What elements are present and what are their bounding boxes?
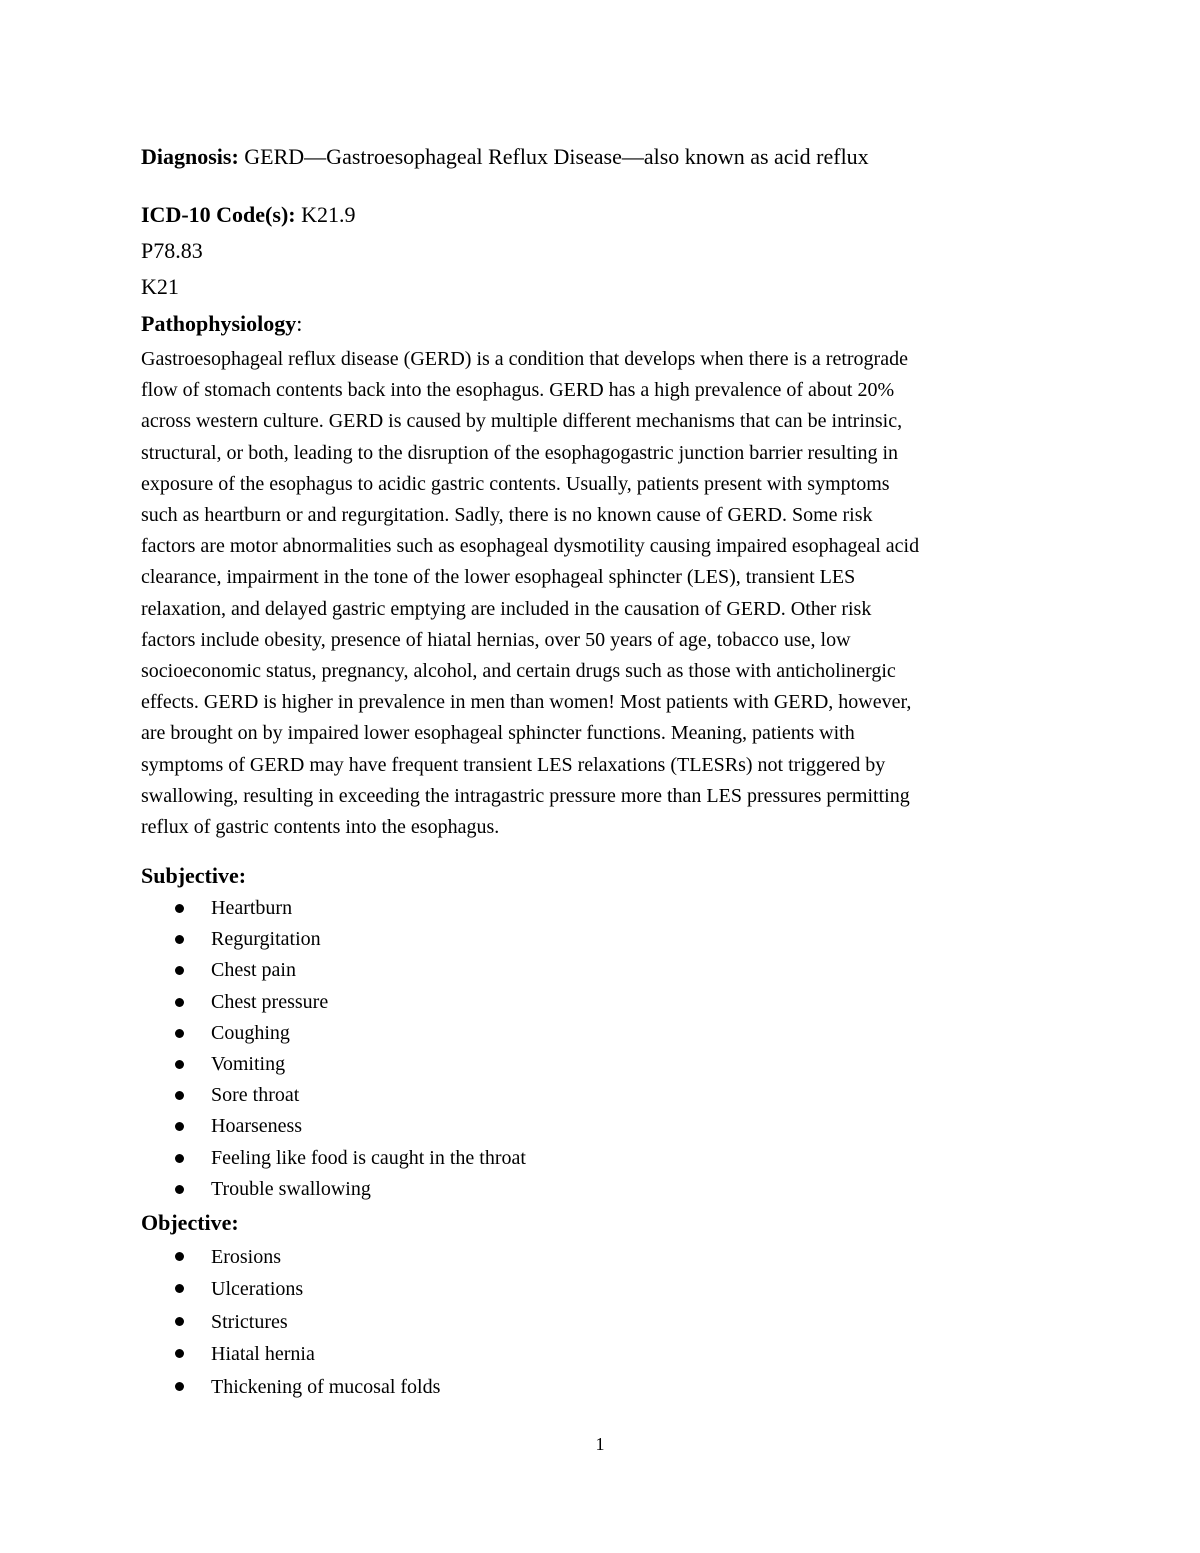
bullet-icon <box>175 1284 184 1293</box>
list-item <box>141 1174 526 1205</box>
bullet-icon <box>175 966 184 975</box>
list-item-text: Hoarseness <box>211 1115 303 1138</box>
paragraph-line: exposure of the esophagus to acidic gastric contents. Usually, patients present with symptoms <box>141 472 890 495</box>
bullet-icon <box>175 1122 184 1131</box>
bullet-icon <box>175 1382 184 1391</box>
list-item-text: Hiatal hernia <box>211 1343 315 1366</box>
list-item <box>141 1241 440 1273</box>
bullet-icon <box>175 1252 184 1261</box>
list-item <box>141 987 526 1018</box>
icd-code-primary: K21.9 <box>295 202 356 227</box>
bullet-icon <box>175 1029 184 1038</box>
list-item <box>141 1273 440 1305</box>
list-item <box>141 1143 526 1174</box>
list-item-text: Vomiting <box>211 1052 286 1075</box>
pathophysiology-paragraph <box>141 344 1081 843</box>
paragraph-line: such as heartburn or and regurgitation. Sadly, there is no known cause of GERD. Some risk <box>141 504 873 527</box>
icd-code-tertiary: K21 <box>141 274 179 299</box>
list-item <box>141 1049 526 1080</box>
bullet-icon <box>175 1317 184 1326</box>
diagnosis-value: GERD—Gastroesophageal Reflux Disease—also known as acid reflux <box>238 144 869 169</box>
list-item-text: Feeling like food is caught in the throat <box>211 1146 526 1169</box>
list-item-text: Sore throat <box>211 1084 300 1107</box>
diagnosis-line <box>141 144 869 170</box>
paragraph-line: symptoms of GERD may have frequent transient LES relaxations (TLESRs) not triggered by <box>141 753 886 776</box>
list-item <box>141 924 526 955</box>
diagnosis-label: Diagnosis: <box>141 144 239 169</box>
paragraph-line: factors are motor abnormalities such as esophageal dysmotility causing impaired esophageal acid <box>141 535 920 558</box>
paragraph-line: are brought on by impaired lower esophageal sphincter functions. Meaning, patients with <box>141 722 855 745</box>
list-item-text: Erosions <box>211 1246 281 1268</box>
paragraph-line: swallowing, resulting in exceeding the intragastric pressure more than LES pressures permitting <box>141 784 910 807</box>
icd-code-secondary: P78.83 <box>141 238 203 263</box>
paragraph-line: Gastroesophageal reflux disease (GERD) is a condition that develops when there is a retrograde <box>141 348 908 370</box>
list-item-text: Heartburn <box>211 897 293 919</box>
pathophysiology-heading <box>141 311 302 337</box>
page-number: 1 <box>595 1434 605 1454</box>
paragraph-line: reflux of gastric contents into the esophagus. <box>141 816 500 839</box>
bullet-icon <box>175 1349 184 1358</box>
paragraph-line: effects. GERD is higher in prevalence in men than women! Most patients with GERD, however, <box>141 691 912 714</box>
paragraph-line: factors include obesity, presence of hiatal hernias, over 50 years of age, tobacco use, low <box>141 628 851 651</box>
paragraph-line: across western culture. GERD is caused by multiple different mechanisms that can be intrinsic, <box>141 410 903 433</box>
bullet-icon <box>175 904 184 913</box>
list-item-text: Coughing <box>211 1021 290 1044</box>
subjective-heading: Subjective: <box>141 863 247 888</box>
paragraph-line: socioeconomic status, pregnancy, alcohol, and certain drugs such as those with anticholinergic <box>141 660 896 683</box>
bullet-icon <box>175 1091 184 1100</box>
bullet-icon <box>175 998 184 1007</box>
objective-list <box>141 1241 440 1403</box>
list-item <box>141 955 526 986</box>
paragraph-line: structural, or both, leading to the disruption of the esophagogastric junction barrier resulting in <box>141 441 899 464</box>
pathophysiology-heading-colon: : <box>296 311 303 336</box>
pathophysiology-heading-text: Pathophysiology <box>141 311 297 336</box>
bullet-icon <box>175 1060 184 1069</box>
list-item <box>141 1371 440 1403</box>
paragraph-line: clearance, impairment in the tone of the lower esophageal sphincter (LES), transient LES <box>141 566 856 589</box>
paragraph-line: relaxation, and delayed gastric emptying are included in the causation of GERD. Other risk <box>141 597 872 620</box>
bullet-icon <box>175 1185 184 1194</box>
list-item <box>141 1111 526 1142</box>
list-item-text: Ulcerations <box>211 1278 304 1301</box>
paragraph-line: flow of stomach contents back into the esophagus. GERD has a high prevalence of about 20% <box>141 379 895 402</box>
list-item <box>141 1018 526 1049</box>
list-item <box>141 1338 440 1370</box>
icd-code-line <box>141 202 355 228</box>
list-item-text: Trouble swallowing <box>211 1177 371 1200</box>
list-item-text: Chest pressure <box>211 990 329 1013</box>
objective-heading: Objective: <box>141 1210 239 1235</box>
list-item-text: Thickening of mucosal folds <box>211 1375 441 1398</box>
list-item-text: Regurgitation <box>211 928 321 951</box>
list-item <box>141 893 526 924</box>
list-item <box>141 1306 440 1338</box>
bullet-icon <box>175 1154 184 1163</box>
list-item-text: Chest pain <box>211 959 296 982</box>
icd-label: ICD-10 Code(s): <box>141 202 296 227</box>
subjective-list <box>141 893 526 1205</box>
list-item <box>141 1080 526 1111</box>
bullet-icon <box>175 935 184 944</box>
list-item-text: Strictures <box>211 1310 288 1333</box>
